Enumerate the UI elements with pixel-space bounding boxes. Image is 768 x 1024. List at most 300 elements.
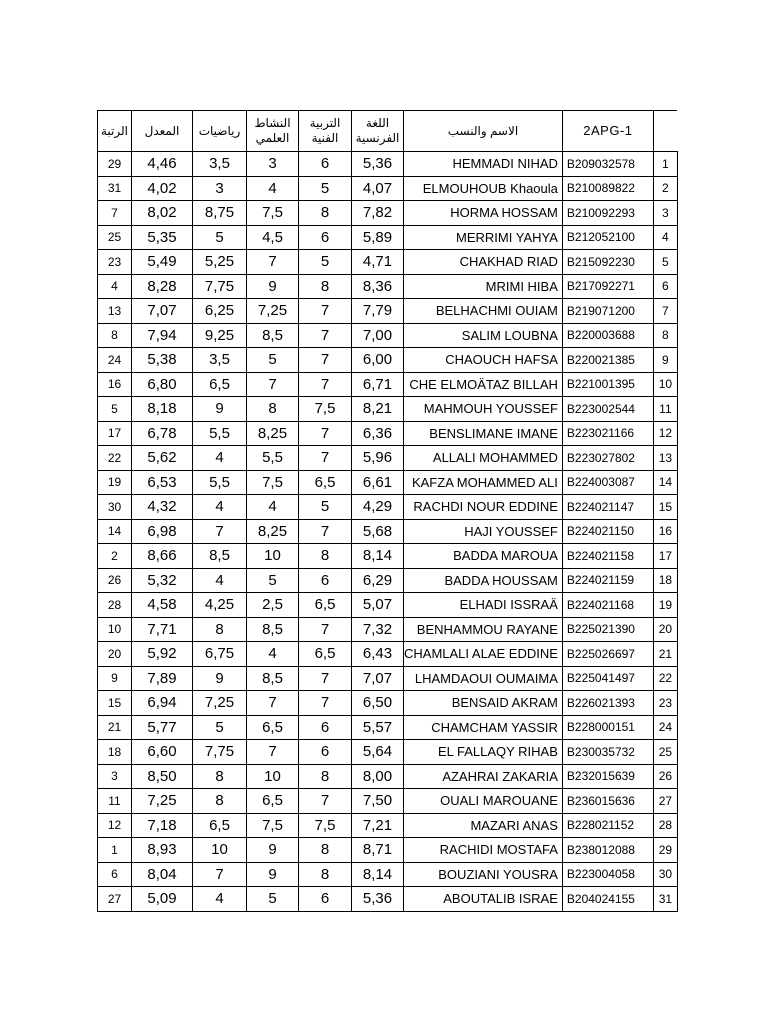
row-index-cell: 6	[653, 274, 677, 299]
french-cell: 6,29	[352, 568, 404, 593]
art-cell: 6	[299, 152, 352, 177]
student-name-cell: CHAOUCH HAFSA	[404, 348, 563, 373]
row-index-cell: 22	[653, 666, 677, 691]
french-cell: 8,14	[352, 862, 404, 887]
table-row	[98, 813, 678, 838]
math-cell: 5,5	[193, 421, 247, 446]
french-cell: 7,00	[352, 323, 404, 348]
science-cell: 10	[247, 544, 299, 569]
table-row	[98, 323, 678, 348]
french-cell: 8,36	[352, 274, 404, 299]
math-cell: 8	[193, 764, 247, 789]
rank-cell: 17	[98, 421, 132, 446]
rank-cell: 26	[98, 568, 132, 593]
french-cell: 6,71	[352, 372, 404, 397]
science-cell: 3	[247, 152, 299, 177]
header-rank: الرتبة	[98, 111, 132, 152]
rank-cell: 8	[98, 323, 132, 348]
rank-cell: 15	[98, 691, 132, 716]
table-row	[98, 495, 678, 520]
table-row	[98, 691, 678, 716]
science-cell: 8,5	[247, 323, 299, 348]
table-row	[98, 299, 678, 324]
rank-cell: 25	[98, 225, 132, 250]
art-cell: 8	[299, 764, 352, 789]
art-cell: 6	[299, 740, 352, 765]
table-row	[98, 348, 678, 373]
row-index-cell: 15	[653, 495, 677, 520]
table-row	[98, 397, 678, 422]
rank-cell: 28	[98, 593, 132, 618]
french-cell: 6,43	[352, 642, 404, 667]
row-index-cell: 14	[653, 470, 677, 495]
student-name-cell: CHAMCHAM YASSIR	[404, 715, 563, 740]
math-cell: 4,25	[193, 593, 247, 618]
science-cell: 8	[247, 397, 299, 422]
row-index-cell: 4	[653, 225, 677, 250]
table-row	[98, 764, 678, 789]
art-cell: 7	[299, 372, 352, 397]
row-index-cell: 16	[653, 519, 677, 544]
french-cell: 6,36	[352, 421, 404, 446]
math-cell: 6,75	[193, 642, 247, 667]
table-row	[98, 568, 678, 593]
average-cell: 7,71	[132, 617, 193, 642]
rank-cell: 2	[98, 544, 132, 569]
average-cell: 5,38	[132, 348, 193, 373]
science-cell: 4,5	[247, 225, 299, 250]
student-name-cell: BENSLIMANE IMANE	[404, 421, 563, 446]
science-cell: 5	[247, 887, 299, 912]
row-index-cell: 20	[653, 617, 677, 642]
table-row	[98, 421, 678, 446]
row-index-cell: 1	[653, 152, 677, 177]
student-code-cell: B224021168	[562, 593, 653, 618]
french-cell: 4,71	[352, 250, 404, 275]
row-index-cell: 18	[653, 568, 677, 593]
art-cell: 7	[299, 323, 352, 348]
average-cell: 5,77	[132, 715, 193, 740]
student-name-cell: MRIMI HIBA	[404, 274, 563, 299]
average-cell: 6,94	[132, 691, 193, 716]
table-row	[98, 617, 678, 642]
row-index-cell: 5	[653, 250, 677, 275]
student-name-cell: LHAMDAOUI OUMAIMA	[404, 666, 563, 691]
art-cell: 6,5	[299, 642, 352, 667]
rank-cell: 29	[98, 152, 132, 177]
student-code-cell: B225021390	[562, 617, 653, 642]
art-cell: 7	[299, 789, 352, 814]
student-code-cell: B224021147	[562, 495, 653, 520]
student-name-cell: MAZARI ANAS	[404, 813, 563, 838]
table-row	[98, 838, 678, 863]
row-index-cell: 10	[653, 372, 677, 397]
student-name-cell: MERRIMI YAHYA	[404, 225, 563, 250]
rank-cell: 21	[98, 715, 132, 740]
science-cell: 9	[247, 862, 299, 887]
math-cell: 7,75	[193, 740, 247, 765]
rank-cell: 11	[98, 789, 132, 814]
student-name-cell: AZAHRAI ZAKARIA	[404, 764, 563, 789]
average-cell: 7,07	[132, 299, 193, 324]
table-row	[98, 250, 678, 275]
math-cell: 4	[193, 887, 247, 912]
rank-cell: 5	[98, 397, 132, 422]
table-row	[98, 201, 678, 226]
average-cell: 5,62	[132, 446, 193, 471]
table-row	[98, 225, 678, 250]
row-index-cell: 27	[653, 789, 677, 814]
average-cell: 7,89	[132, 666, 193, 691]
art-cell: 8	[299, 274, 352, 299]
student-code-cell: B226021393	[562, 691, 653, 716]
student-code-cell: B204024155	[562, 887, 653, 912]
rank-cell: 16	[98, 372, 132, 397]
row-index-cell: 24	[653, 715, 677, 740]
student-code-cell: B228000151	[562, 715, 653, 740]
rank-cell: 12	[98, 813, 132, 838]
average-cell: 8,18	[132, 397, 193, 422]
student-name-cell: RACHIDI MOSTAFA	[404, 838, 563, 863]
rank-cell: 20	[98, 642, 132, 667]
french-cell: 6,61	[352, 470, 404, 495]
french-cell: 4,29	[352, 495, 404, 520]
french-cell: 5,57	[352, 715, 404, 740]
rank-cell: 9	[98, 666, 132, 691]
table-row	[98, 715, 678, 740]
table-row	[98, 176, 678, 201]
header-row	[98, 111, 678, 152]
average-cell: 4,46	[132, 152, 193, 177]
header-name: الاسم والنسب	[404, 111, 563, 152]
row-index-cell: 9	[653, 348, 677, 373]
science-cell: 7	[247, 691, 299, 716]
grades-table	[97, 110, 678, 912]
rank-cell: 6	[98, 862, 132, 887]
math-cell: 7	[193, 862, 247, 887]
average-cell: 8,28	[132, 274, 193, 299]
art-cell: 7	[299, 691, 352, 716]
row-index-cell: 21	[653, 642, 677, 667]
header-average: المعدل	[132, 111, 193, 152]
table-row	[98, 274, 678, 299]
french-cell: 7,07	[352, 666, 404, 691]
table-row	[98, 152, 678, 177]
science-cell: 4	[247, 642, 299, 667]
rank-cell: 30	[98, 495, 132, 520]
science-cell: 8,5	[247, 666, 299, 691]
average-cell: 6,78	[132, 421, 193, 446]
rank-cell: 4	[98, 274, 132, 299]
science-cell: 5,5	[247, 446, 299, 471]
average-cell: 6,98	[132, 519, 193, 544]
average-cell: 8,02	[132, 201, 193, 226]
student-name-cell: OUALI MAROUANE	[404, 789, 563, 814]
average-cell: 6,80	[132, 372, 193, 397]
row-index-cell: 17	[653, 544, 677, 569]
row-index-cell: 25	[653, 740, 677, 765]
average-cell: 5,35	[132, 225, 193, 250]
rank-cell: 1	[98, 838, 132, 863]
average-cell: 7,25	[132, 789, 193, 814]
student-code-cell: B224021158	[562, 544, 653, 569]
row-index-cell: 29	[653, 838, 677, 863]
science-cell: 4	[247, 176, 299, 201]
rank-cell: 31	[98, 176, 132, 201]
student-code-cell: B225026697	[562, 642, 653, 667]
french-cell: 4,07	[352, 176, 404, 201]
art-cell: 6	[299, 715, 352, 740]
french-cell: 6,50	[352, 691, 404, 716]
student-name-cell: BELHACHMI OUIAM	[404, 299, 563, 324]
average-cell: 6,60	[132, 740, 193, 765]
math-cell: 5	[193, 715, 247, 740]
row-index-cell: 19	[653, 593, 677, 618]
student-code-cell: B219071200	[562, 299, 653, 324]
student-name-cell: EL FALLAQY RIHAB	[404, 740, 563, 765]
math-cell: 5,5	[193, 470, 247, 495]
average-cell: 8,66	[132, 544, 193, 569]
rank-cell: 18	[98, 740, 132, 765]
table-row	[98, 372, 678, 397]
student-code-cell: B220003688	[562, 323, 653, 348]
french-cell: 7,21	[352, 813, 404, 838]
average-cell: 6,53	[132, 470, 193, 495]
math-cell: 5,25	[193, 250, 247, 275]
science-cell: 6,5	[247, 789, 299, 814]
student-name-cell: BENSAID AKRAM	[404, 691, 563, 716]
table-row	[98, 666, 678, 691]
math-cell: 8,75	[193, 201, 247, 226]
student-name-cell: ALLALI MOHAMMED	[404, 446, 563, 471]
student-code-cell: B223004058	[562, 862, 653, 887]
art-cell: 7,5	[299, 397, 352, 422]
student-code-cell: B220021385	[562, 348, 653, 373]
student-code-cell: B223002544	[562, 397, 653, 422]
french-cell: 5,36	[352, 152, 404, 177]
rank-cell: 14	[98, 519, 132, 544]
science-cell: 7,5	[247, 470, 299, 495]
average-cell: 8,93	[132, 838, 193, 863]
math-cell: 4	[193, 495, 247, 520]
french-cell: 5,89	[352, 225, 404, 250]
student-name-cell: ABOUTALIB ISRAE	[404, 887, 563, 912]
row-index-cell: 11	[653, 397, 677, 422]
art-cell: 5	[299, 250, 352, 275]
average-cell: 5,49	[132, 250, 193, 275]
science-cell: 4	[247, 495, 299, 520]
science-cell: 7	[247, 250, 299, 275]
science-cell: 9	[247, 838, 299, 863]
math-cell: 9	[193, 666, 247, 691]
average-cell: 4,02	[132, 176, 193, 201]
french-cell: 7,79	[352, 299, 404, 324]
rank-cell: 7	[98, 201, 132, 226]
row-index-cell: 8	[653, 323, 677, 348]
header-index	[653, 111, 677, 152]
science-cell: 8,5	[247, 617, 299, 642]
math-cell: 4	[193, 568, 247, 593]
student-name-cell: BADDA MAROUA	[404, 544, 563, 569]
french-cell: 7,50	[352, 789, 404, 814]
science-cell: 7,5	[247, 201, 299, 226]
student-code-cell: B223021166	[562, 421, 653, 446]
rank-cell: 22	[98, 446, 132, 471]
average-cell: 4,58	[132, 593, 193, 618]
science-cell: 7	[247, 740, 299, 765]
art-cell: 6,5	[299, 470, 352, 495]
row-index-cell: 12	[653, 421, 677, 446]
math-cell: 8	[193, 617, 247, 642]
row-index-cell: 26	[653, 764, 677, 789]
student-name-cell: HAJI YOUSSEF	[404, 519, 563, 544]
average-cell: 5,32	[132, 568, 193, 593]
student-code-cell: B210092293	[562, 201, 653, 226]
row-index-cell: 7	[653, 299, 677, 324]
art-cell: 8	[299, 201, 352, 226]
student-name-cell: HEMMADI NIHAD	[404, 152, 563, 177]
student-code-cell: B228021152	[562, 813, 653, 838]
student-name-cell: ELHADI ISSRAÄ	[404, 593, 563, 618]
student-code-cell: B224003087	[562, 470, 653, 495]
student-name-cell: KAFZA MOHAMMED ALI	[404, 470, 563, 495]
student-code-cell: B224021150	[562, 519, 653, 544]
student-code-cell: B236015636	[562, 789, 653, 814]
table-row	[98, 642, 678, 667]
student-code-cell: B223027802	[562, 446, 653, 471]
average-cell: 8,04	[132, 862, 193, 887]
average-cell: 5,92	[132, 642, 193, 667]
student-name-cell: CHAMLALI ALAE EDDINE	[404, 642, 563, 667]
math-cell: 6,25	[193, 299, 247, 324]
science-cell: 5	[247, 568, 299, 593]
math-cell: 3	[193, 176, 247, 201]
rank-cell: 13	[98, 299, 132, 324]
rank-cell: 23	[98, 250, 132, 275]
french-cell: 5,68	[352, 519, 404, 544]
art-cell: 8	[299, 544, 352, 569]
table-row	[98, 789, 678, 814]
student-code-cell: B217092271	[562, 274, 653, 299]
student-name-cell: BADDA HOUSSAM	[404, 568, 563, 593]
math-cell: 9,25	[193, 323, 247, 348]
science-cell: 7	[247, 372, 299, 397]
science-cell: 9	[247, 274, 299, 299]
student-code-cell: B215092230	[562, 250, 653, 275]
art-cell: 5	[299, 495, 352, 520]
math-cell: 7,25	[193, 691, 247, 716]
row-index-cell: 30	[653, 862, 677, 887]
art-cell: 7	[299, 446, 352, 471]
header-math: رياضيات	[193, 111, 247, 152]
math-cell: 9	[193, 397, 247, 422]
french-cell: 8,21	[352, 397, 404, 422]
science-cell: 5	[247, 348, 299, 373]
art-cell: 6	[299, 887, 352, 912]
art-cell: 6	[299, 225, 352, 250]
average-cell: 5,09	[132, 887, 193, 912]
math-cell: 5	[193, 225, 247, 250]
math-cell: 3,5	[193, 152, 247, 177]
art-cell: 6,5	[299, 593, 352, 618]
header-science: النشاط العلمي	[247, 111, 299, 152]
average-cell: 7,94	[132, 323, 193, 348]
french-cell: 5,64	[352, 740, 404, 765]
student-name-cell: HORMA HOSSAM	[404, 201, 563, 226]
student-code-cell: B225041497	[562, 666, 653, 691]
art-cell: 8	[299, 862, 352, 887]
math-cell: 8	[193, 789, 247, 814]
art-cell: 7	[299, 519, 352, 544]
table-row	[98, 593, 678, 618]
student-code-cell: B238012088	[562, 838, 653, 863]
art-cell: 7	[299, 666, 352, 691]
math-cell: 7	[193, 519, 247, 544]
math-cell: 6,5	[193, 372, 247, 397]
header-class-code: 2APG-1	[562, 111, 653, 152]
header-french: اللغة الفرنسية	[352, 111, 404, 152]
average-cell: 7,18	[132, 813, 193, 838]
art-cell: 6	[299, 568, 352, 593]
art-cell: 7	[299, 348, 352, 373]
table-row	[98, 862, 678, 887]
table-row	[98, 519, 678, 544]
art-cell: 8	[299, 838, 352, 863]
french-cell: 6,00	[352, 348, 404, 373]
math-cell: 8,5	[193, 544, 247, 569]
row-index-cell: 31	[653, 887, 677, 912]
rank-cell: 3	[98, 764, 132, 789]
math-cell: 7,75	[193, 274, 247, 299]
french-cell: 7,82	[352, 201, 404, 226]
average-cell: 4,32	[132, 495, 193, 520]
row-index-cell: 2	[653, 176, 677, 201]
student-name-cell: MAHMOUH YOUSSEF	[404, 397, 563, 422]
student-name-cell: CHE ELMOÄTAZ BILLAH	[404, 372, 563, 397]
header-art: التربية الفنية	[299, 111, 352, 152]
row-index-cell: 3	[653, 201, 677, 226]
student-code-cell: B230035732	[562, 740, 653, 765]
rank-cell: 19	[98, 470, 132, 495]
art-cell: 7	[299, 421, 352, 446]
science-cell: 7,5	[247, 813, 299, 838]
science-cell: 7,25	[247, 299, 299, 324]
student-code-cell: B221001395	[562, 372, 653, 397]
french-cell: 5,36	[352, 887, 404, 912]
table-row	[98, 544, 678, 569]
science-cell: 8,25	[247, 519, 299, 544]
student-code-cell: B210089822	[562, 176, 653, 201]
student-code-cell: B224021159	[562, 568, 653, 593]
science-cell: 6,5	[247, 715, 299, 740]
student-name-cell: CHAKHAD RIAD	[404, 250, 563, 275]
student-name-cell: ELMOUHOUB Khaoula	[404, 176, 563, 201]
art-cell: 7,5	[299, 813, 352, 838]
art-cell: 7	[299, 617, 352, 642]
science-cell: 8,25	[247, 421, 299, 446]
science-cell: 2,5	[247, 593, 299, 618]
table-row	[98, 470, 678, 495]
french-cell: 8,14	[352, 544, 404, 569]
student-code-cell: B232015639	[562, 764, 653, 789]
science-cell: 10	[247, 764, 299, 789]
art-cell: 5	[299, 176, 352, 201]
french-cell: 8,71	[352, 838, 404, 863]
french-cell: 5,07	[352, 593, 404, 618]
student-name-cell: SALIM LOUBNA	[404, 323, 563, 348]
row-index-cell: 23	[653, 691, 677, 716]
student-name-cell: RACHDI NOUR EDDINE	[404, 495, 563, 520]
